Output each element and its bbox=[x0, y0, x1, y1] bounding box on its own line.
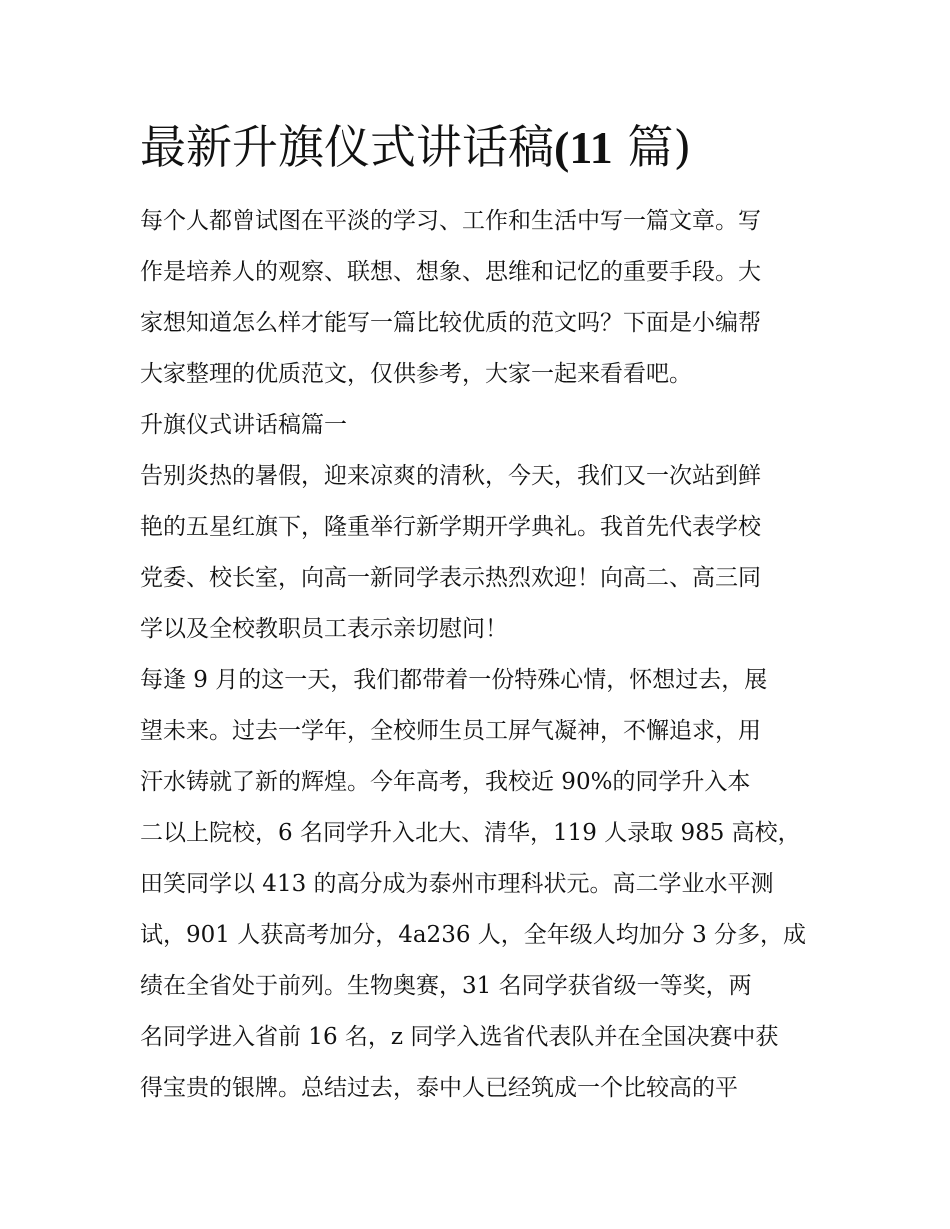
text-line: 党委、校长室，向高一新同学表示热烈欢迎！向高二、高三同 bbox=[140, 565, 761, 591]
text-line: 汗水铸就了新的辉煌。今年高考，我校近 90%的同学升入本 bbox=[140, 769, 751, 795]
text-line: 大家整理的优质范文，仅供参考，大家一起来看看吧。 bbox=[140, 361, 692, 387]
document-body bbox=[140, 196, 812, 1114]
text-line: 每逢 9 月的这一天，我们都带着一份特殊心情，怀想过去，展 bbox=[140, 667, 768, 693]
text-line: 学以及全校教职员工表示亲切慰问！ bbox=[140, 616, 508, 642]
text-line: 作是培养人的观察、联想、想象、思维和记忆的重要手段。大 bbox=[140, 259, 761, 285]
title-count: (11 bbox=[554, 122, 613, 173]
title-suffix: 篇) bbox=[627, 120, 692, 174]
text-line: 艳的五星红旗下，隆重举行新学期开学典礼。我首先代表学校 bbox=[140, 514, 761, 540]
text-line: 家想知道怎么样才能写一篇比较优质的范文吗？下面是小编帮 bbox=[140, 310, 761, 336]
text-line: 名同学进入省前 16 名，z 同学入选省代表队并在全国决赛中获 bbox=[140, 1024, 779, 1050]
section-heading: 升旗仪式讲话稿篇一 bbox=[140, 412, 347, 438]
text-line: 得宝贵的银牌。总结过去，泰中人已经筑成一个比较高的平 bbox=[140, 1075, 738, 1101]
text-line: 试，901 人获高考加分，4a236 人，全年级人均加分 3 分多，成 bbox=[140, 922, 807, 948]
title-text: 最新升旗仪式讲话稿 bbox=[140, 120, 554, 174]
text-line: 告别炎热的暑假，迎来凉爽的清秋，今天，我们又一次站到鲜 bbox=[140, 463, 761, 489]
text-line: 田笑同学以 413 的高分成为泰州市理科状元。高二学业水平测 bbox=[140, 871, 774, 897]
text-line: 每个人都曾试图在平淡的学习、工作和生活中写一篇文章。写 bbox=[140, 208, 761, 234]
page-title bbox=[140, 112, 840, 183]
text-line: 望未来。过去一学年，全校师生员工屏气凝神，不懈追求，用 bbox=[140, 718, 761, 744]
text-line: 绩在全省处于前列。生物奥赛，31 名同学获省级一等奖，两 bbox=[140, 973, 752, 999]
text-line: 二以上院校，6 名同学升入北大、清华，119 人录取 985 高校， bbox=[140, 820, 801, 846]
